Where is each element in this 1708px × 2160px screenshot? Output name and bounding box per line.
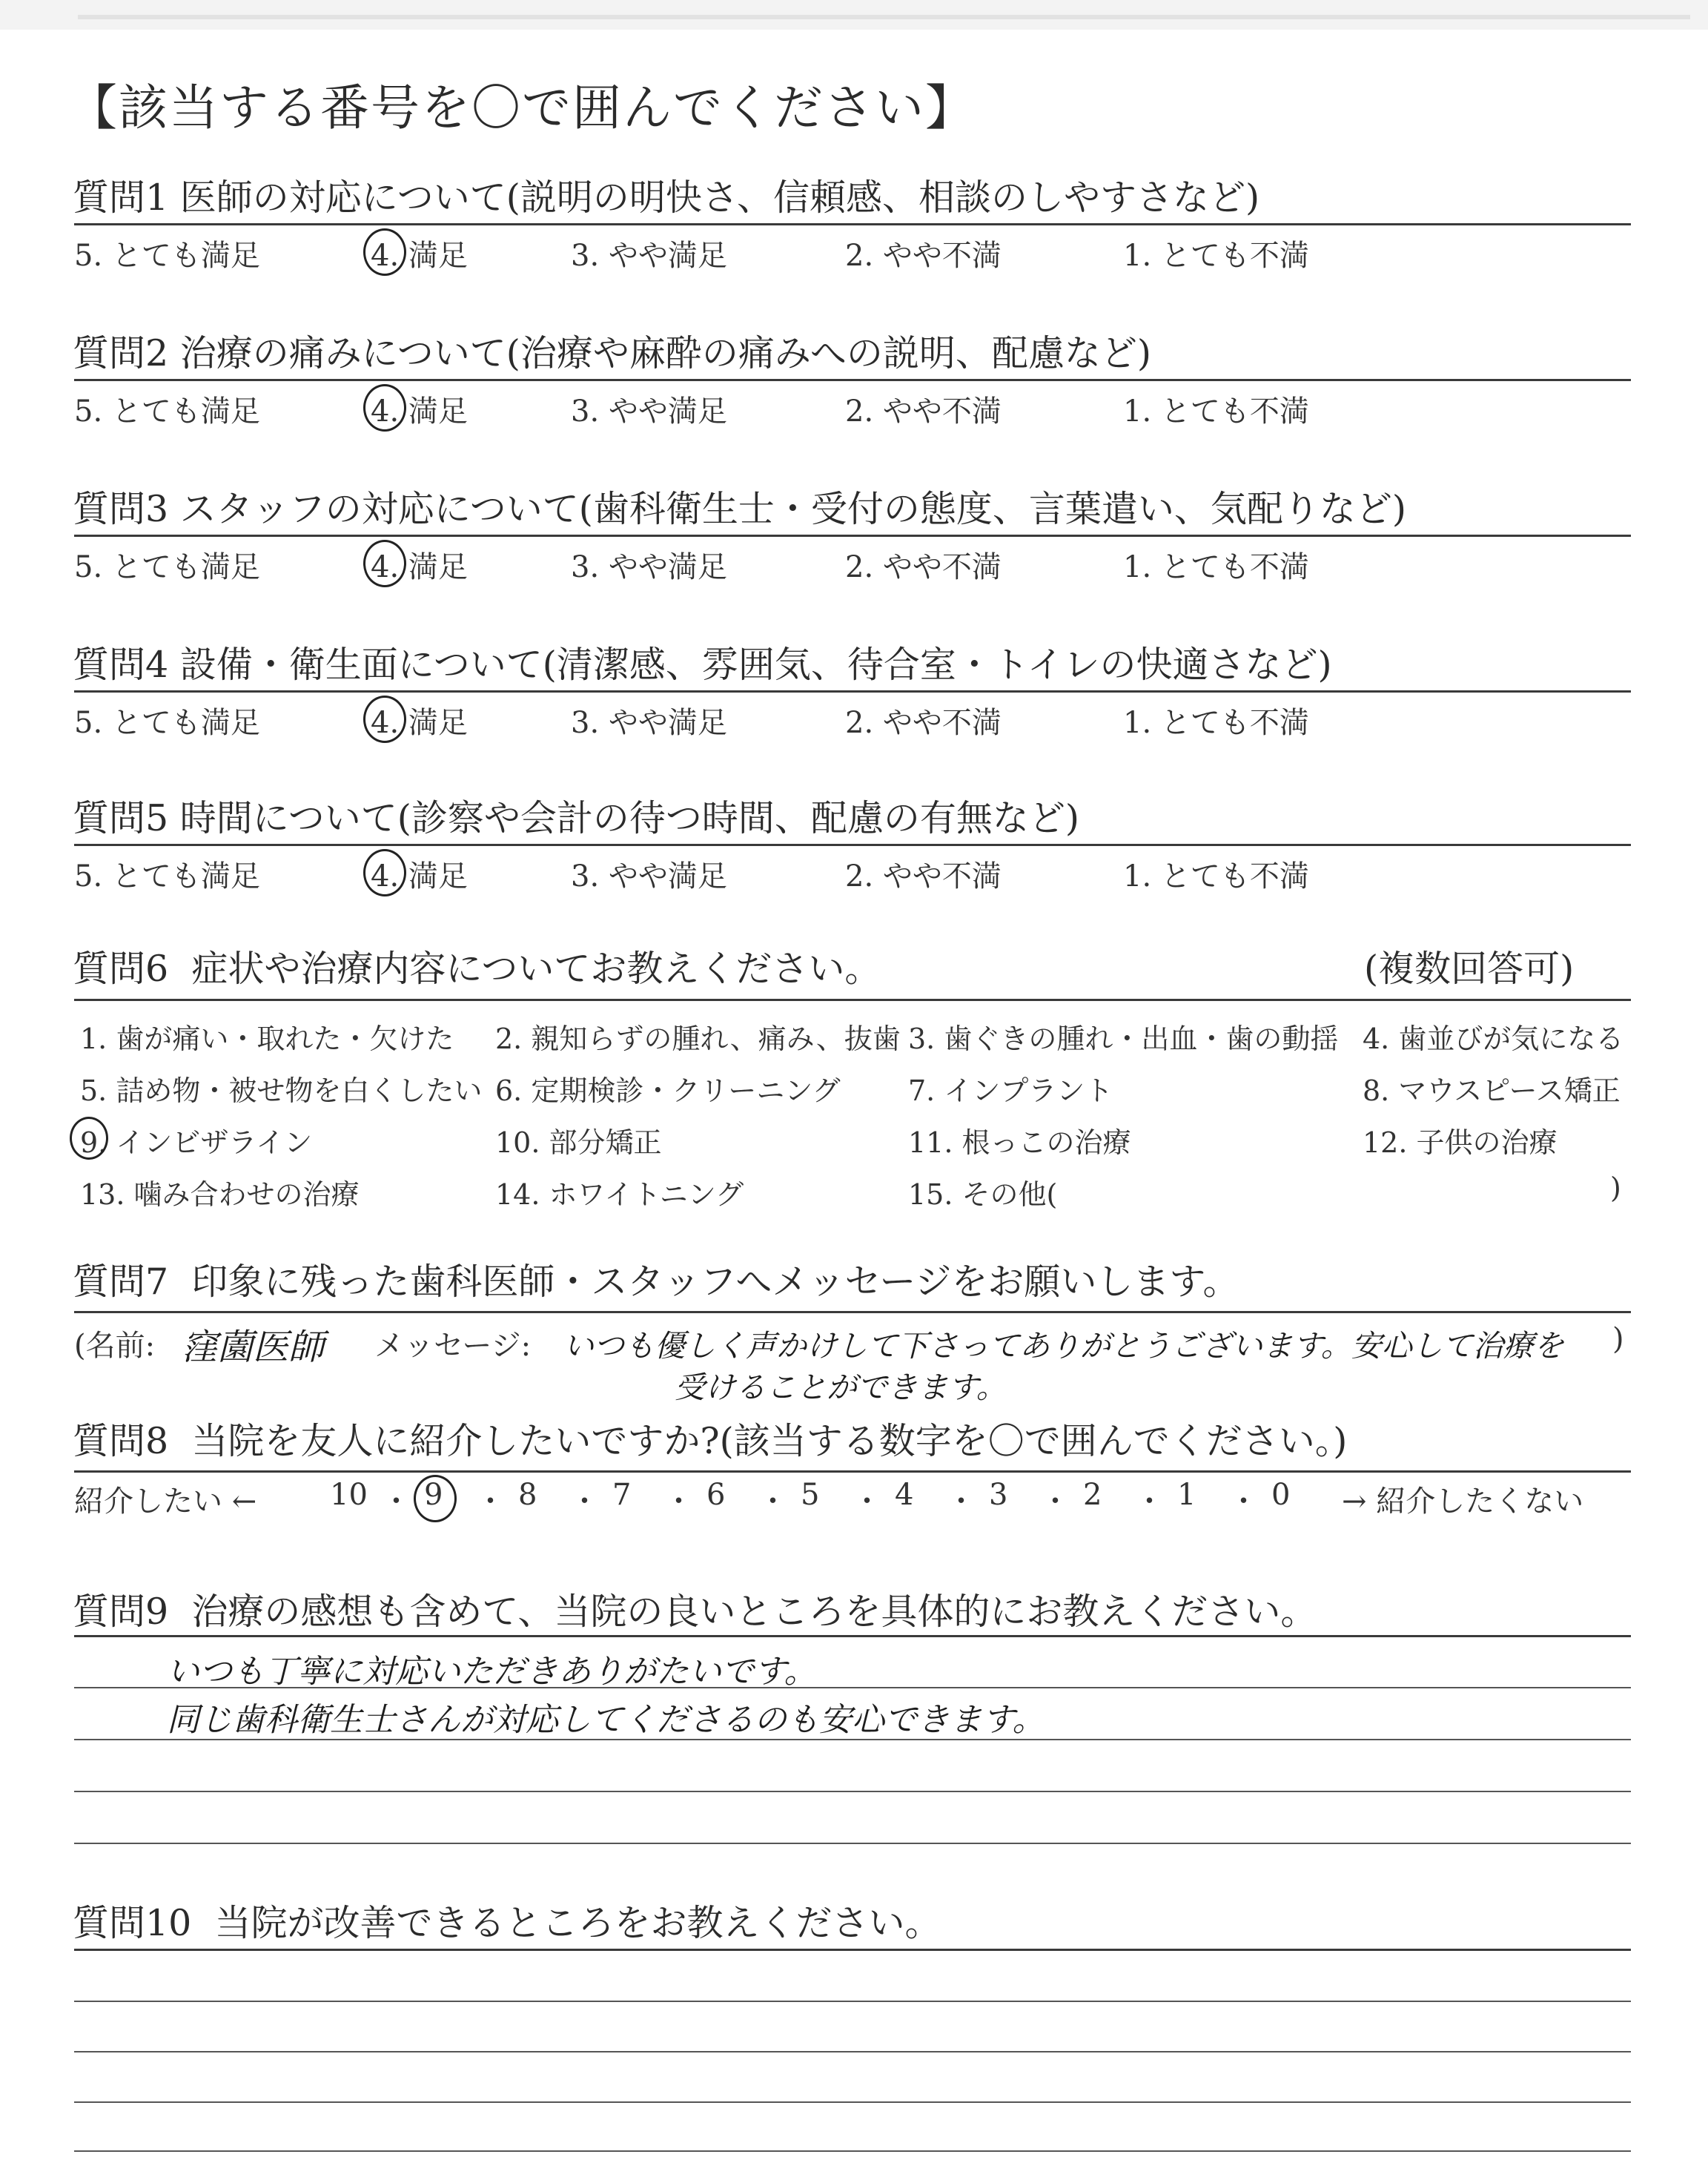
q2-label: 質問2 <box>73 332 169 374</box>
q3-option-2[interactable]: 2. やや不満 <box>845 550 1002 584</box>
q10-rule-3 <box>74 2051 1631 2052</box>
q8-scale-9[interactable]: 9 <box>424 1478 443 1512</box>
q2-option-5[interactable]: 5. とても満足 <box>74 394 260 429</box>
q6-text: 症状や治療内容についてお教えください。 <box>191 948 881 990</box>
q4-selected-circle <box>363 696 406 743</box>
q8-dot: ・ <box>1228 1484 1259 1519</box>
q7-message-line2[interactable]: 受けることができます。 <box>675 1370 1007 1405</box>
q6-label: 質問6 <box>73 948 169 990</box>
q8-heading <box>73 1413 1629 1464</box>
q5-heading <box>73 790 1629 842</box>
q3-heading <box>73 480 1629 532</box>
q3-text: スタッフの対応について(歯科衛生士・受付の態度、言葉遣い、気配りなど) <box>179 488 1407 530</box>
q8-right-label: → 紹介したくない <box>1342 1484 1584 1519</box>
q7-message-line1[interactable]: いつも優しく声かけして下さってありがとうございます。安心して治療を <box>563 1328 1564 1364</box>
q6-item-14[interactable]: 14. ホワイトニング <box>495 1178 744 1211</box>
q6-item-1[interactable]: 1. 歯が痛い・取れた・欠けた <box>80 1023 454 1055</box>
q7-close-paren: ) <box>1612 1322 1624 1356</box>
q2-heading <box>73 325 1629 377</box>
q1-option-3[interactable]: 3. やや満足 <box>571 239 727 273</box>
q1-option-1[interactable]: 1. とても不満 <box>1123 239 1309 273</box>
q5-option-3[interactable]: 3. やや満足 <box>571 859 727 894</box>
q10-rule-1 <box>74 1949 1631 1951</box>
q3-selected-circle <box>363 540 406 587</box>
q8-scale-3[interactable]: 3 <box>989 1478 1008 1512</box>
q6-item-16[interactable]: ) <box>1610 1172 1621 1204</box>
q3-option-3[interactable]: 3. やや満足 <box>571 550 727 584</box>
q9-answer-line1[interactable]: いつも丁寧に対応いただきありがたいです。 <box>167 1653 817 1691</box>
q4-option-1[interactable]: 1. とても不満 <box>1123 706 1309 740</box>
q4-rule <box>74 690 1631 693</box>
q8-scale-2[interactable]: 2 <box>1083 1478 1102 1512</box>
q9-rule-4 <box>74 1791 1631 1792</box>
q6-note: (複数回答可) <box>1364 948 1575 990</box>
q8-dot: ・ <box>1134 1484 1165 1519</box>
q8-text: 当院を友人に紹介したいですか?(該当する数字を〇で囲んでください。) <box>191 1420 1348 1462</box>
page-title: 【該当する番号を〇で囲んでください】 <box>68 79 976 136</box>
q8-label: 質問8 <box>73 1420 169 1462</box>
q2-text: 治療の痛みについて(治療や麻酔の痛みへの説明、配慮など) <box>179 332 1152 374</box>
q5-option-5[interactable]: 5. とても満足 <box>74 859 260 894</box>
q7-label: 質問7 <box>73 1261 169 1303</box>
q9-answer-line2[interactable]: 同じ歯科衛生士さんが対応してくださるのも安心できます。 <box>167 1701 1045 1739</box>
q2-option-4[interactable]: 4. 満足 <box>371 394 468 429</box>
q2-option-2[interactable]: 2. やや不満 <box>845 394 1002 429</box>
q10-rule-2 <box>74 2001 1631 2002</box>
q1-rule <box>74 223 1631 225</box>
q7-message-label: メッセージ: <box>374 1329 532 1363</box>
q5-rule <box>74 844 1631 846</box>
q1-label: 質問1 <box>73 176 169 219</box>
q6-item-4[interactable]: 4. 歯並びが気になる <box>1363 1023 1624 1055</box>
q3-option-1[interactable]: 1. とても不満 <box>1123 550 1309 584</box>
q8-dot: ・ <box>852 1484 882 1519</box>
q6-item-12[interactable]: 12. 子供の治療 <box>1363 1126 1558 1159</box>
q7-text: 印象に残った歯科医師・スタッフへメッセージをお願いします。 <box>191 1261 1239 1303</box>
q6-item-11[interactable]: 11. 根っこの治療 <box>908 1126 1131 1159</box>
q2-rule <box>74 379 1631 381</box>
q6-item-9[interactable]: 9. インビザライン <box>80 1126 313 1159</box>
q2-selected-circle <box>363 384 406 432</box>
q8-selected-circle <box>414 1475 457 1522</box>
q6-selected-circle <box>70 1117 108 1160</box>
q1-selected-circle <box>363 228 406 276</box>
q1-heading <box>73 169 1629 221</box>
q6-item-8[interactable]: 8. マウスピース矯正 <box>1363 1074 1621 1107</box>
q7-rule <box>74 1311 1631 1313</box>
q5-option-2[interactable]: 2. やや不満 <box>845 859 1002 894</box>
q8-scale-1[interactable]: 1 <box>1177 1478 1196 1512</box>
q3-option-4[interactable]: 4. 満足 <box>371 550 468 584</box>
q8-dot: ・ <box>663 1484 694 1519</box>
q8-dot: ・ <box>475 1484 506 1519</box>
q8-scale-8[interactable]: 8 <box>518 1478 537 1512</box>
q9-rule-5 <box>74 1843 1631 1844</box>
q2-option-3[interactable]: 3. やや満足 <box>571 394 727 429</box>
q8-rule <box>74 1470 1631 1473</box>
q9-rule-1 <box>74 1635 1631 1637</box>
q5-text: 時間について(診察や会計の待つ時間、配慮の有無など) <box>179 797 1080 839</box>
q6-item-10[interactable]: 10. 部分矯正 <box>495 1126 662 1159</box>
q8-dot: ・ <box>758 1484 788 1519</box>
q8-scale-5[interactable]: 5 <box>801 1478 820 1512</box>
q10-rule-5 <box>74 2150 1631 2152</box>
q4-option-3[interactable]: 3. やや満足 <box>571 706 727 740</box>
q8-scale-6[interactable]: 6 <box>706 1478 726 1512</box>
q3-option-5[interactable]: 5. とても満足 <box>74 550 260 584</box>
q7-heading <box>73 1253 1629 1305</box>
q6-item-15[interactable]: 15. その他( <box>908 1178 1058 1211</box>
q4-option-5[interactable]: 5. とても満足 <box>74 706 260 740</box>
q6-item-7[interactable]: 7. インプラント <box>908 1074 1113 1107</box>
q4-text: 設備・衛生面について(清潔感、雰囲気、待合室・トイレの快適さなど) <box>179 644 1332 686</box>
scan-top-line <box>78 15 1690 19</box>
q8-scale-7[interactable]: 7 <box>612 1478 632 1512</box>
q8-scale-4[interactable]: 4 <box>895 1478 914 1512</box>
q1-text: 医師の対応について(説明の明快さ、信頼感、相談のしやすさなど) <box>179 176 1260 219</box>
q10-heading <box>73 1895 1629 1946</box>
q7-name-label: (名前: <box>74 1329 156 1363</box>
q9-label: 質問9 <box>73 1591 169 1633</box>
q2-option-1[interactable]: 1. とても不満 <box>1123 394 1309 429</box>
q4-option-2[interactable]: 2. やや不満 <box>845 706 1002 740</box>
q8-dot: ・ <box>569 1484 600 1519</box>
q4-option-4[interactable]: 4. 満足 <box>371 706 468 740</box>
q10-label: 質問10 <box>73 1902 192 1944</box>
q1-option-4[interactable]: 4. 満足 <box>371 239 468 273</box>
q5-option-4[interactable]: 4. 満足 <box>371 859 468 894</box>
q9-heading <box>73 1583 1629 1635</box>
q3-label: 質問3 <box>73 488 169 530</box>
q6-item-5[interactable]: 5. 詰め物・被せ物を白くしたい <box>80 1074 483 1107</box>
q5-label: 質問5 <box>73 797 169 839</box>
q1-option-2[interactable]: 2. やや不満 <box>845 239 1002 273</box>
q8-left-label: 紹介したい ← <box>74 1484 257 1519</box>
q6-rule <box>74 999 1631 1001</box>
q10-rule-4 <box>74 2101 1631 2103</box>
q8-scale-10[interactable]: 10 <box>330 1478 368 1512</box>
q8-dot: ・ <box>381 1484 411 1519</box>
q6-item-3[interactable]: 3. 歯ぐきの腫れ・出血・歯の動揺 <box>908 1023 1339 1055</box>
q9-text: 治療の感想も含めて、当院の良いところを具体的にお教えください。 <box>191 1591 1317 1633</box>
q8-dot: ・ <box>1040 1484 1070 1519</box>
q6-item-2[interactable]: 2. 親知らずの腫れ、痛み、抜歯 <box>495 1023 901 1055</box>
q6-item-13[interactable]: 13. 噛み合わせの治療 <box>80 1178 360 1211</box>
q7-name-value[interactable]: 窪薗医師 <box>182 1327 325 1368</box>
q10-text: 当院が改善できるところをお教えください。 <box>214 1902 941 1944</box>
q4-label: 質問4 <box>73 644 169 686</box>
q1-option-5[interactable]: 5. とても満足 <box>74 239 260 273</box>
q3-rule <box>74 535 1631 537</box>
q4-heading <box>73 636 1629 688</box>
q8-dot: ・ <box>946 1484 976 1519</box>
q5-option-1[interactable]: 1. とても不満 <box>1123 859 1309 894</box>
q6-item-6[interactable]: 6. 定期検診・クリーニング <box>495 1074 841 1107</box>
q5-selected-circle <box>363 849 406 896</box>
q8-scale-0[interactable]: 0 <box>1271 1478 1291 1512</box>
